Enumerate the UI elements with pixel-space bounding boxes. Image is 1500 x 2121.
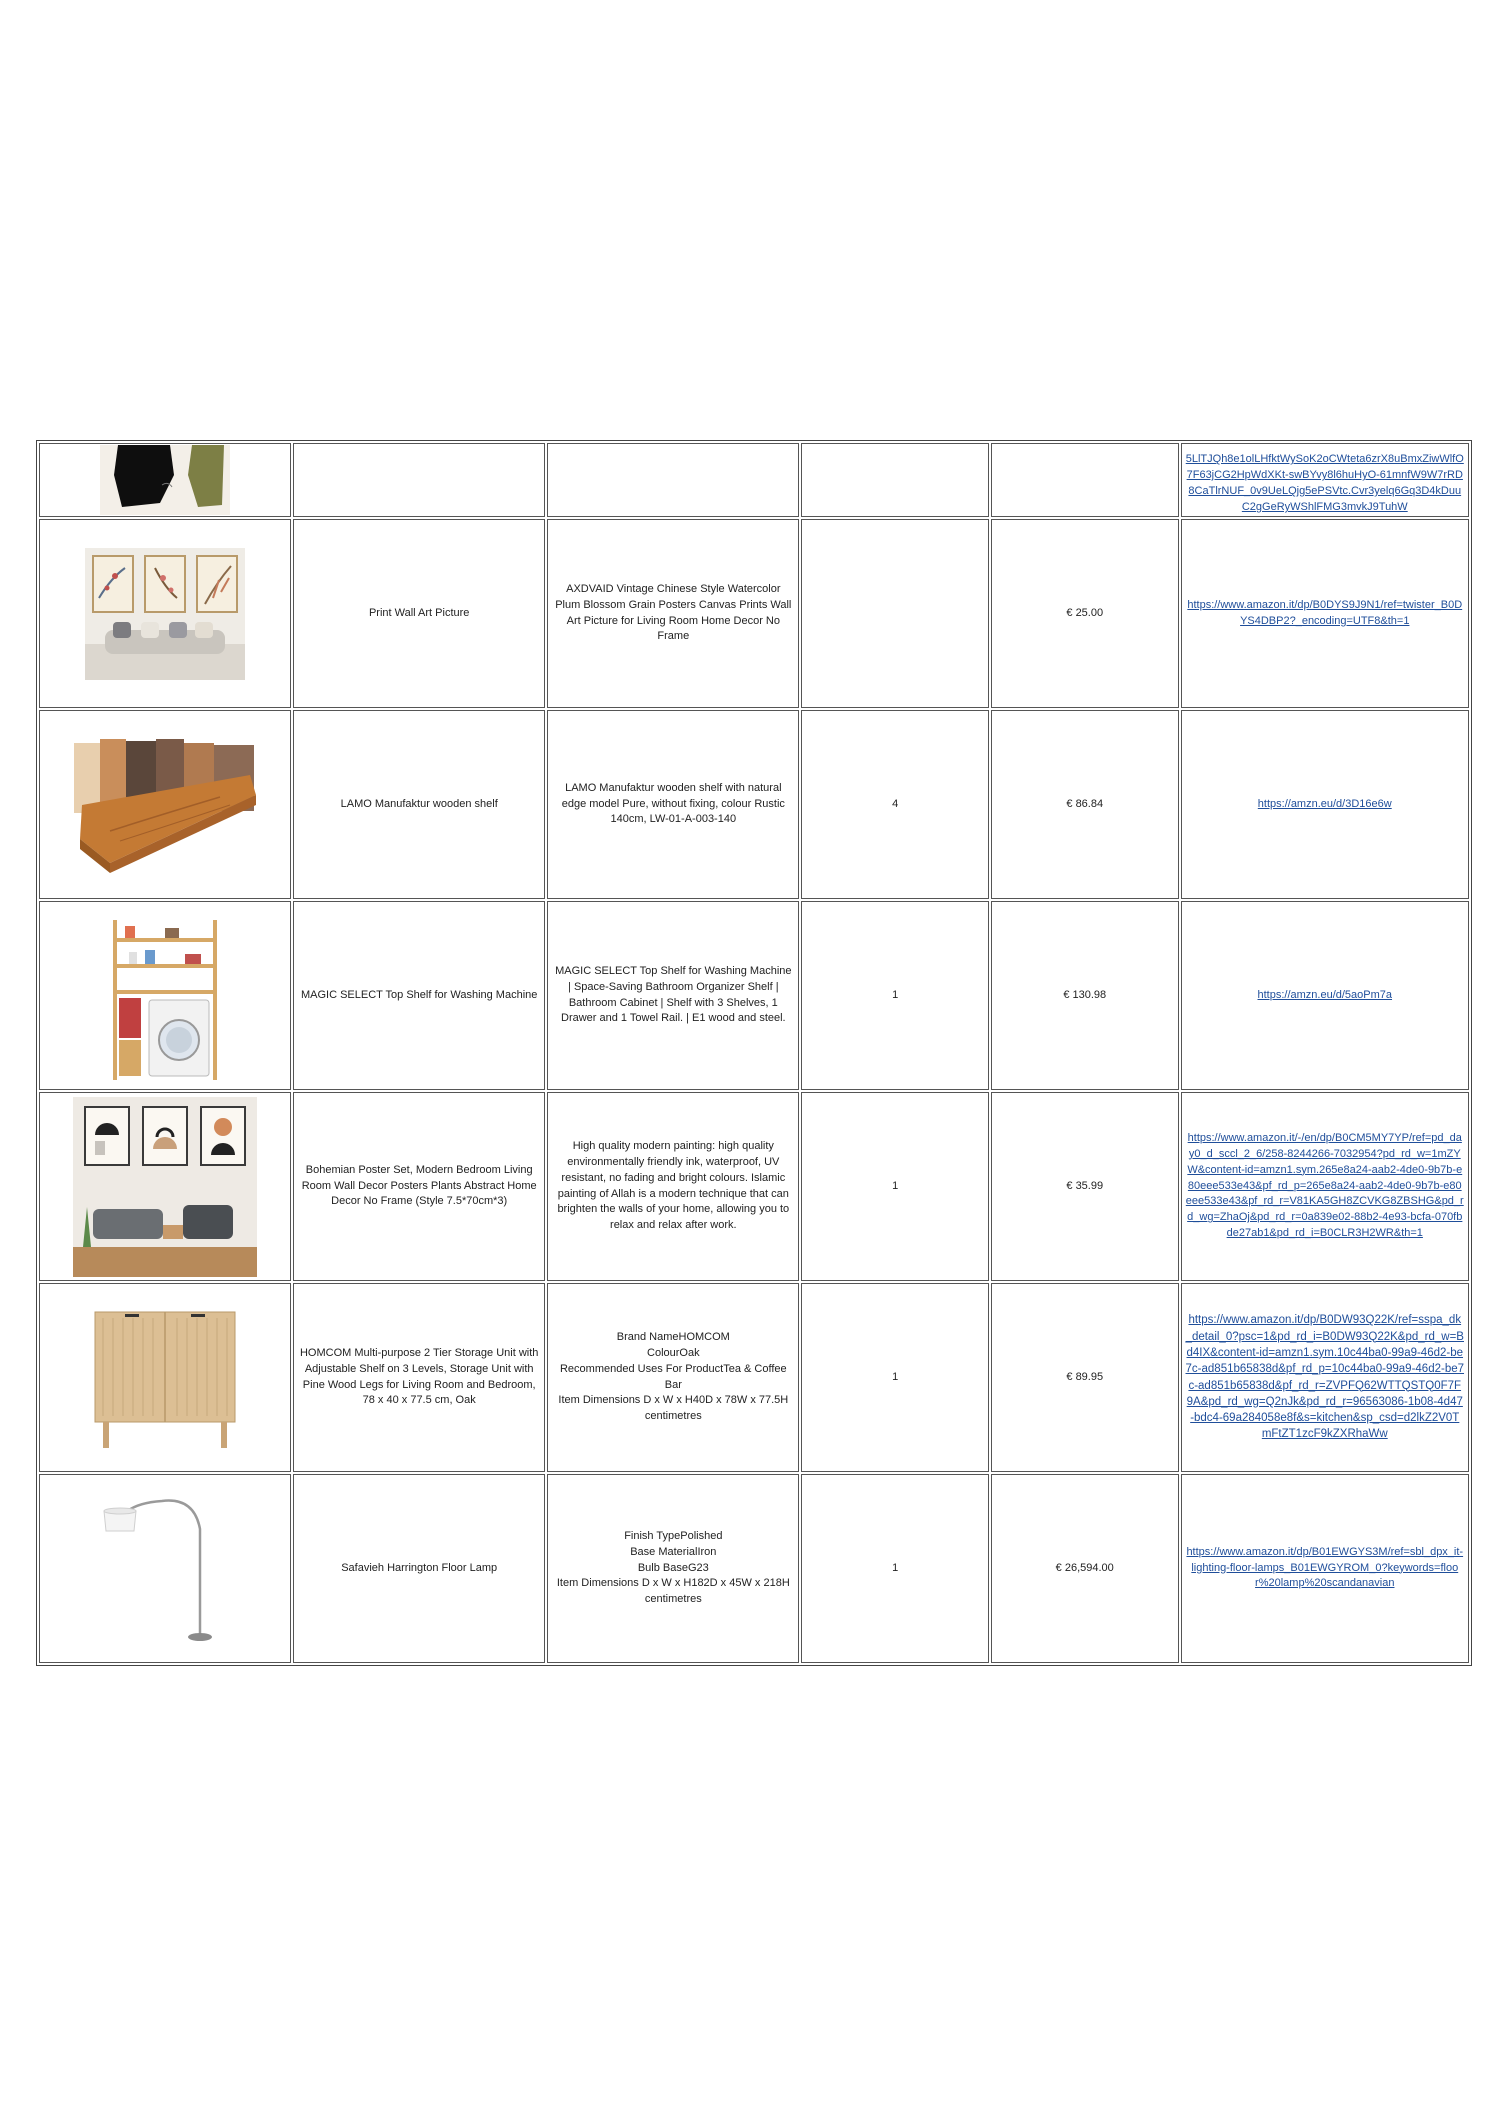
product-price-cell: € 86.84	[991, 710, 1179, 899]
product-image-cell	[39, 901, 291, 1090]
product-link-cell	[1181, 519, 1469, 708]
product-name-cell: MAGIC SELECT Top Shelf for Washing Machine	[293, 901, 545, 1090]
product-name-cell: HOMCOM Multi-purpose 2 Tier Storage Unit with Adjustable Shelf on 3 Levels, Storage Unit with Pine Wood Legs for Living Room and Bedroom, 78 x 40 x 77.5 cm, Oak	[293, 1283, 545, 1472]
arc-floor-lamp-image	[44, 1489, 286, 1649]
storage-cabinet-image	[44, 1298, 286, 1458]
product-price-cell: € 89.95	[991, 1283, 1179, 1472]
spec-line: Finish TypePolished	[624, 1529, 723, 1542]
abstract-poster-image	[44, 445, 286, 515]
product-link[interactable]: https://amzn.eu/d/5aoPm7a	[1257, 988, 1393, 1001]
product-image-cell	[39, 443, 291, 517]
product-link[interactable]: https://www.amazon.it/dp/B0DYS9J9N1/ref=twister_B0DYS4DBP2?_encoding=UTF8&th=1	[1187, 598, 1463, 627]
spec-line: Bulb BaseG23	[637, 1561, 709, 1574]
product-description-cell	[547, 1474, 799, 1663]
product-image-cell	[39, 1283, 291, 1472]
product-image-cell	[39, 519, 291, 708]
product-name-cell: LAMO Manufaktur wooden shelf	[293, 710, 545, 899]
product-quantity-cell: 1	[801, 1474, 989, 1663]
product-name-cell: Print Wall Art Picture	[293, 519, 545, 708]
washing-machine-shelf-image	[44, 908, 286, 1084]
table-row	[39, 1474, 1469, 1663]
table-row	[39, 1283, 1469, 1472]
table-row	[39, 1092, 1469, 1281]
product-description-cell: LAMO Manufaktur wooden shelf with natural edge model Pure, without fixing, colour Rustic 140cm, LW-01-A-003-140	[547, 710, 799, 899]
product-price-cell: € 26,594.00	[991, 1474, 1179, 1663]
product-quantity-cell	[801, 443, 989, 517]
chinese-watercolor-prints-image	[44, 548, 286, 680]
product-sheet	[36, 440, 1472, 1666]
product-link-cell	[1181, 1474, 1469, 1663]
product-link[interactable]: 5LlTJQh8e1olLHfktWySoK2oCWteta6zrX8uBmxZiwWlfO7F63jCG2HpWdXKt-swBYvy8l6huHyO-61mnfW9W7rRD8CaTlrNUF_0v9UeLQjg5ePSVtc.Cvr3yelq6Gq3D4kDuuC2gGeRyWShlFMG3mvkJ9TuhW	[1185, 453, 1464, 514]
product-price-cell: € 25.00	[991, 519, 1179, 708]
product-image-cell	[39, 710, 291, 899]
spec-line: Item Dimensions D x W x H182D x 45W x 218H centimetres	[556, 1577, 790, 1606]
product-description-cell: AXDVAID Vintage Chinese Style Watercolor Plum Blossom Grain Posters Canvas Prints Wall Art Picture for Living Room Home Decor No Frame	[547, 519, 799, 708]
product-link[interactable]: https://www.amazon.it/-/en/dp/B0CM5MY7YP/ref=pd_day0_d_sccl_2_6/258-8244266-7032954?pd_rd_w=1mZYW&content-id=amzn1.sym.265e8a24-aab2-4de0-9b7b-e80eee533e43&pf_rd_p=265e8a24-aab2-4de0-9b7b-e80eee533e43&pf_rd_r=V81KA5GH8ZCVKG8ZBSHG&pd_rd_wg=ZhaOj&pd_rd_r=0a839e02-88b2-4e93-bcfa-070fbde27ab1&pd_rd_i=B0CLR3H2WR&th=1	[1185, 1131, 1464, 1240]
product-table	[36, 440, 1472, 1666]
wooden-shelf-image	[44, 735, 286, 875]
product-link-cell	[1181, 1092, 1469, 1281]
product-link-cell	[1181, 901, 1469, 1090]
spec-line: Brand NameHOMCOM	[616, 1330, 730, 1343]
spec-line: Recommended Uses For ProductTea & Coffee Bar	[559, 1362, 787, 1391]
product-description-cell: MAGIC SELECT Top Shelf for Washing Machine | Space-Saving Bathroom Organizer Shelf | Bathroom Cabinet | Shelf with 3 Shelves, 1 Drawer and 1 Towel Rail. | E1 wood and steel.	[547, 901, 799, 1090]
product-description-cell	[547, 443, 799, 517]
table-row	[39, 519, 1469, 708]
product-quantity-cell: 4	[801, 710, 989, 899]
table-row	[39, 901, 1469, 1090]
spec-line: Base MaterialIron	[630, 1545, 717, 1558]
product-quantity-cell: 1	[801, 901, 989, 1090]
product-link[interactable]: https://amzn.eu/d/3D16e6w	[1257, 797, 1392, 810]
product-link-cell	[1181, 443, 1469, 517]
product-price-cell: € 35.99	[991, 1092, 1179, 1281]
product-link-cell	[1181, 1283, 1469, 1472]
product-description-cell: High quality modern painting: high quality environmentally friendly ink, waterproof, UV resistant, no fading and bright colours. Islamic painting of Allah is a modern technique that can brighten the walls of your home, allowing you to relax and relax after work.	[547, 1092, 799, 1281]
product-name-cell: Bohemian Poster Set, Modern Bedroom Living Room Wall Decor Posters Plants Abstract Home Decor No Frame (Style 7.5*70cm*3)	[293, 1092, 545, 1281]
spec-line: Item Dimensions D x W x H40D x 78W x 77.5H centimetres	[558, 1394, 789, 1423]
product-name-cell	[293, 443, 545, 517]
spec-line: ColourOak	[647, 1346, 700, 1359]
product-description-cell	[547, 1283, 799, 1472]
product-image-cell	[39, 1092, 291, 1281]
product-link[interactable]: https://www.amazon.it/dp/B01EWGYS3M/ref=sbl_dpx_it-lighting-floor-lamps_B01EWGYROM_0?keywords=floor%20lamp%20scandanavian	[1186, 1545, 1464, 1590]
table-row	[39, 443, 1469, 517]
table-row	[39, 710, 1469, 899]
product-quantity-cell: 1	[801, 1092, 989, 1281]
product-price-cell	[991, 443, 1179, 517]
product-quantity-cell	[801, 519, 989, 708]
bohemian-poster-set-image	[44, 1097, 286, 1277]
product-link[interactable]: https://www.amazon.it/dp/B0DW93Q22K/ref=sspa_dk_detail_0?psc=1&pd_rd_i=B0DW93Q22K&pd_rd_w=Bd4IX&content-id=amzn1.sym.10c44ba0-99a9-46d2-be7c-ad851b65838d&pf_rd_p=10c44ba0-99a9-46d2-be7c-ad851b65838d&pf_rd_r=ZVPFQ62WTTQSTQ0F7F9A&pd_rd_wg=Q2nJk&pd_rd_r=96563086-1b08-4d47-bdc4-69a284058e8f&s=kitchen&sp_csd=d2lkZ2V0TmFtZT1zcF9kZXRhaWw	[1185, 1314, 1465, 1441]
product-price-cell: € 130.98	[991, 901, 1179, 1090]
product-image-cell	[39, 1474, 291, 1663]
product-quantity-cell: 1	[801, 1283, 989, 1472]
product-name-cell: Safavieh Harrington Floor Lamp	[293, 1474, 545, 1663]
product-link-cell	[1181, 710, 1469, 899]
